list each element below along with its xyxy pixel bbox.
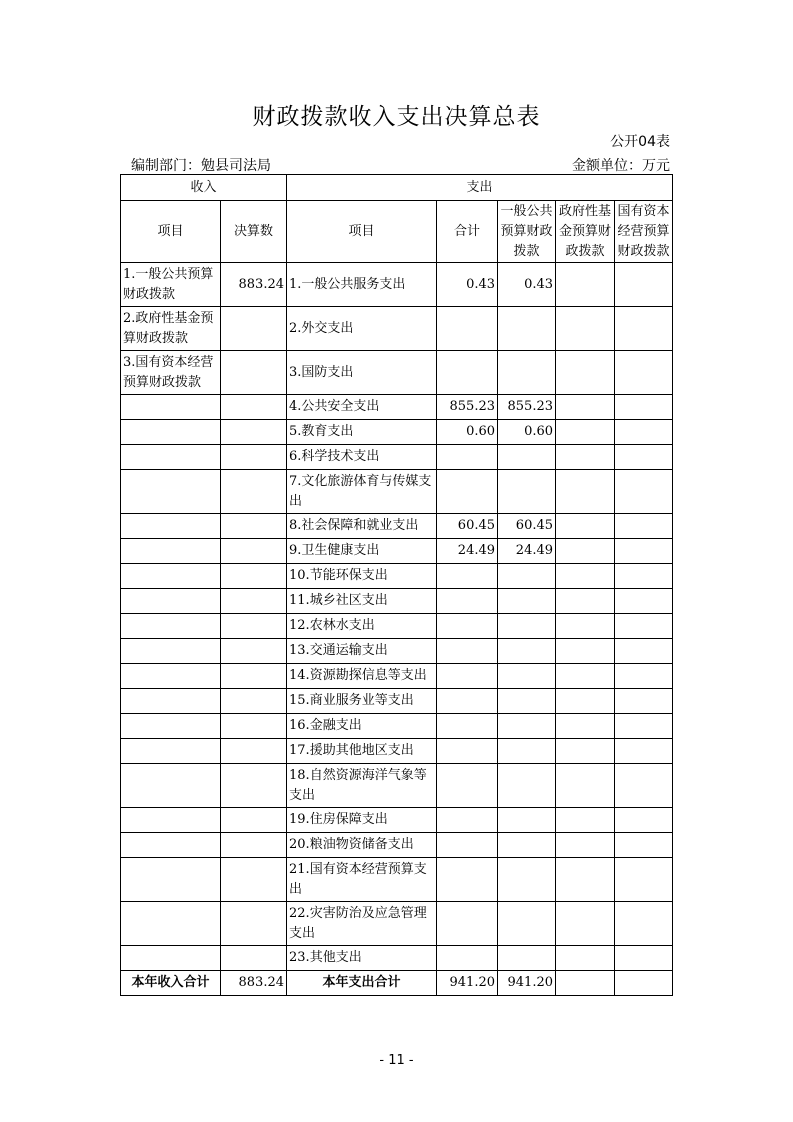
income-item (121, 714, 221, 739)
income-amount (221, 689, 287, 714)
expense-state-capital (615, 689, 673, 714)
compiling-department: 编制部门：勉县司法局 (131, 158, 271, 174)
expense-general-budget (498, 614, 556, 639)
expense-state-capital (615, 833, 673, 858)
table-row (121, 764, 673, 808)
expense-total (437, 858, 498, 902)
expense-state-capital (615, 395, 673, 420)
expense-state-capital (615, 714, 673, 739)
expense-total (437, 307, 498, 351)
expense-gov-fund (556, 664, 615, 689)
expense-total-header: 合计 (437, 201, 498, 263)
expense-gov-fund (556, 902, 615, 946)
income-amount (221, 589, 287, 614)
income-item (121, 902, 221, 946)
expense-gov-fund (556, 589, 615, 614)
income-item: 3.国有资本经营预算财政拨款 (121, 351, 221, 395)
expense-group-header: 支出 (287, 175, 673, 201)
expense-item: 21.国有资本经营预算支出 (287, 858, 437, 902)
expense-item: 19.住房保障支出 (287, 808, 437, 833)
expense-general-budget (498, 946, 556, 971)
income-item (121, 589, 221, 614)
expense-total: 0.43 (437, 263, 498, 307)
table-row (121, 445, 673, 470)
expense-gov-fund (556, 614, 615, 639)
expense-general-budget (498, 858, 556, 902)
income-amount (221, 445, 287, 470)
expense-general-budget (498, 689, 556, 714)
expense-item: 18.自然资源海洋气象等支出 (287, 764, 437, 808)
income-amount (221, 902, 287, 946)
expense-item: 7.文化旅游体育与传媒支出 (287, 470, 437, 514)
table-row (121, 833, 673, 858)
expense-item: 12.农林水支出 (287, 614, 437, 639)
income-item (121, 639, 221, 664)
expense-general-budget (498, 833, 556, 858)
form-number: 公开04表 (610, 134, 670, 150)
income-amount: 883.24 (221, 263, 287, 307)
expense-total (437, 564, 498, 589)
expense-item: 23.其他支出 (287, 946, 437, 971)
expense-gov-fund (556, 539, 615, 564)
expense-state-capital (615, 589, 673, 614)
expense-item: 20.粮油物资储备支出 (287, 833, 437, 858)
totals-row (121, 971, 673, 996)
expense-gov-fund (556, 946, 615, 971)
expense-total (437, 764, 498, 808)
expense-general-budget (498, 714, 556, 739)
expense-item: 4.公共安全支出 (287, 395, 437, 420)
income-amount (221, 420, 287, 445)
income-item (121, 946, 221, 971)
expense-state-capital (615, 420, 673, 445)
expense-gov-fund (556, 639, 615, 664)
expense-item: 15.商业服务业等支出 (287, 689, 437, 714)
income-amount (221, 614, 287, 639)
income-amount (221, 564, 287, 589)
expense-gov-fund (556, 514, 615, 539)
expense-gov-fund (556, 764, 615, 808)
table-row (121, 514, 673, 539)
expense-general-budget (498, 808, 556, 833)
expense-general-budget: 60.45 (498, 514, 556, 539)
income-item: 1.一般公共预算财政拨款 (121, 263, 221, 307)
income-item (121, 614, 221, 639)
expense-total (437, 351, 498, 395)
table-row (121, 614, 673, 639)
income-item (121, 539, 221, 564)
expense-total-value: 941.20 (437, 971, 498, 996)
income-item (121, 833, 221, 858)
income-amount (221, 946, 287, 971)
budget-summary-table (120, 174, 673, 996)
table-row (121, 946, 673, 971)
income-total-label: 本年收入合计 (121, 971, 221, 996)
general-budget-header: 一般公共预算财政拨款 (498, 201, 556, 263)
table-row (121, 263, 673, 307)
income-item-header: 项目 (121, 201, 221, 263)
expense-state-capital (615, 639, 673, 664)
table-row (121, 739, 673, 764)
table-row (121, 420, 673, 445)
expense-gov-fund (556, 307, 615, 351)
expense-state-capital (615, 614, 673, 639)
income-amount (221, 764, 287, 808)
table-row (121, 664, 673, 689)
expense-general-budget (498, 351, 556, 395)
income-item (121, 514, 221, 539)
table-row (121, 564, 673, 589)
income-amount (221, 858, 287, 902)
expense-item: 11.城乡社区支出 (287, 589, 437, 614)
income-item (121, 664, 221, 689)
expense-general-budget (498, 445, 556, 470)
expense-gov-fund (556, 351, 615, 395)
table-row (121, 689, 673, 714)
expense-general-budget (498, 664, 556, 689)
expense-gov-fund (556, 689, 615, 714)
expense-total-label: 本年支出合计 (287, 971, 437, 996)
expense-total (437, 589, 498, 614)
expense-general-budget (498, 902, 556, 946)
expense-state-capital (615, 764, 673, 808)
expense-total: 60.45 (437, 514, 498, 539)
expense-item: 2.外交支出 (287, 307, 437, 351)
expense-total: 24.49 (437, 539, 498, 564)
expense-total: 0.60 (437, 420, 498, 445)
expense-gov-fund (556, 420, 615, 445)
page-title: 财政拨款收入支出决算总表 (252, 104, 541, 130)
expense-total (437, 808, 498, 833)
table-row (121, 858, 673, 902)
expense-state-capital-total (615, 971, 673, 996)
expense-gov-fund (556, 858, 615, 902)
table-row (121, 470, 673, 514)
table-row (121, 307, 673, 351)
expense-state-capital (615, 664, 673, 689)
income-amount (221, 833, 287, 858)
income-amount (221, 351, 287, 395)
expense-general-budget (498, 470, 556, 514)
expense-gov-fund (556, 470, 615, 514)
expense-item: 17.援助其他地区支出 (287, 739, 437, 764)
gov-fund-header: 政府性基金预算财政拨款 (556, 201, 615, 263)
expense-total (437, 445, 498, 470)
expense-general-budget: 855.23 (498, 395, 556, 420)
expense-gov-fund (556, 395, 615, 420)
expense-general-budget: 24.49 (498, 539, 556, 564)
expense-item: 1.一般公共服务支出 (287, 263, 437, 307)
expense-state-capital (615, 307, 673, 351)
expense-total (437, 946, 498, 971)
expense-item: 3.国防支出 (287, 351, 437, 395)
table-row (121, 639, 673, 664)
expense-item: 8.社会保障和就业支出 (287, 514, 437, 539)
expense-total (437, 833, 498, 858)
income-item (121, 858, 221, 902)
expense-state-capital (615, 902, 673, 946)
expense-general-budget (498, 739, 556, 764)
expense-item: 14.资源勘探信息等支出 (287, 664, 437, 689)
expense-state-capital (615, 739, 673, 764)
income-amount (221, 307, 287, 351)
table-row (121, 589, 673, 614)
expense-state-capital (615, 564, 673, 589)
expense-total (437, 689, 498, 714)
income-item (121, 689, 221, 714)
expense-gov-fund (556, 833, 615, 858)
page-number: - 11 - (379, 1053, 414, 1068)
income-item (121, 764, 221, 808)
income-item: 2.政府性基金预算财政拨款 (121, 307, 221, 351)
income-total-value: 883.24 (221, 971, 287, 996)
expense-gov-fund-total (556, 971, 615, 996)
income-amount (221, 639, 287, 664)
income-item (121, 739, 221, 764)
expense-gov-fund (556, 714, 615, 739)
expense-total (437, 664, 498, 689)
expense-gov-fund (556, 808, 615, 833)
expense-gov-fund (556, 263, 615, 307)
amount-unit: 金额单位：万元 (572, 158, 670, 174)
expense-general-budget (498, 307, 556, 351)
expense-state-capital (615, 445, 673, 470)
state-capital-header: 国有资本经营预算财政拨款 (615, 201, 673, 263)
expense-general-budget (498, 564, 556, 589)
income-group-header: 收入 (121, 175, 287, 201)
expense-item: 9.卫生健康支出 (287, 539, 437, 564)
income-item (121, 445, 221, 470)
expense-item: 16.金融支出 (287, 714, 437, 739)
expense-total (437, 902, 498, 946)
expense-item: 6.科学技术支出 (287, 445, 437, 470)
expense-general-total-value: 941.20 (498, 971, 556, 996)
expense-item: 10.节能环保支出 (287, 564, 437, 589)
expense-state-capital (615, 514, 673, 539)
expense-state-capital (615, 351, 673, 395)
expense-gov-fund (556, 739, 615, 764)
expense-state-capital (615, 539, 673, 564)
expense-general-budget: 0.60 (498, 420, 556, 445)
table-row (121, 902, 673, 946)
income-item (121, 395, 221, 420)
expense-general-budget (498, 764, 556, 808)
expense-state-capital (615, 858, 673, 902)
expense-state-capital (615, 263, 673, 307)
expense-state-capital (615, 808, 673, 833)
income-amount (221, 714, 287, 739)
income-amount (221, 470, 287, 514)
table-row (121, 714, 673, 739)
income-item (121, 564, 221, 589)
expense-total (437, 739, 498, 764)
income-amount (221, 539, 287, 564)
income-amount (221, 395, 287, 420)
income-amount (221, 808, 287, 833)
table-row (121, 351, 673, 395)
expense-item: 22.灾害防治及应急管理支出 (287, 902, 437, 946)
table-row (121, 808, 673, 833)
expense-total (437, 639, 498, 664)
expense-total: 855.23 (437, 395, 498, 420)
income-amount (221, 514, 287, 539)
expense-total (437, 470, 498, 514)
income-amount (221, 739, 287, 764)
expense-state-capital (615, 470, 673, 514)
expense-item: 13.交通运输支出 (287, 639, 437, 664)
expense-total (437, 714, 498, 739)
expense-general-budget: 0.43 (498, 263, 556, 307)
income-amount-header: 决算数 (221, 201, 287, 263)
expense-state-capital (615, 946, 673, 971)
expense-general-budget (498, 589, 556, 614)
expense-item: 5.教育支出 (287, 420, 437, 445)
expense-item-header: 项目 (287, 201, 437, 263)
income-item (121, 420, 221, 445)
income-amount (221, 664, 287, 689)
income-item (121, 808, 221, 833)
expense-general-budget (498, 639, 556, 664)
expense-total (437, 614, 498, 639)
income-item (121, 470, 221, 514)
expense-gov-fund (556, 445, 615, 470)
expense-gov-fund (556, 564, 615, 589)
table-row (121, 539, 673, 564)
table-row (121, 395, 673, 420)
